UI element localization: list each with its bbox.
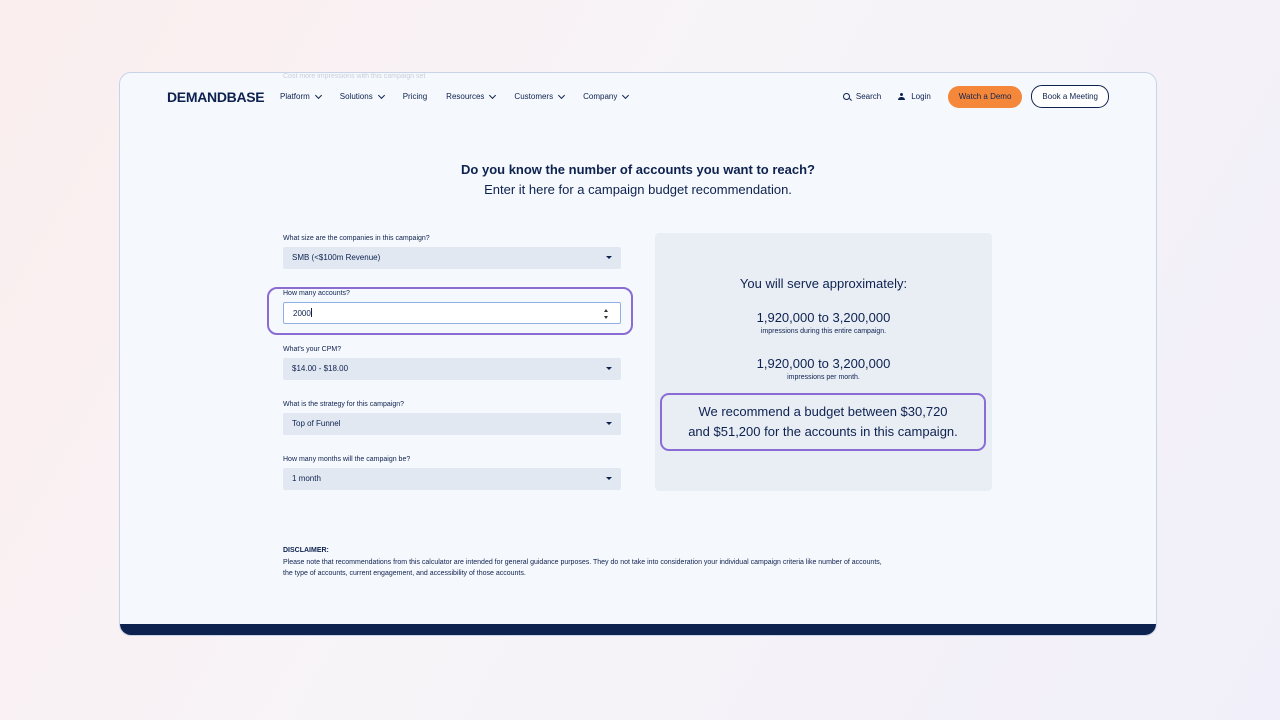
cpm-label: What's your CPM? xyxy=(283,346,342,353)
company-size-field xyxy=(283,235,621,269)
page-subtitle: Enter it here for a campaign budget recommendation. xyxy=(484,182,792,197)
company-size-label: What size are the companies in this campaign? xyxy=(283,235,430,242)
nav-pricing-label: Pricing xyxy=(402,92,428,101)
browser-frame xyxy=(119,72,1157,636)
chevron-down-icon xyxy=(315,91,322,98)
nav-customers[interactable] xyxy=(514,92,564,101)
disclaimer-line-1: Please note that recommendations from this calculator are intended for general guidance purposes. They do not take into consideration your individual campaign criteria like number of accounts, xyxy=(283,558,882,566)
strategy-value: Top of Funnel xyxy=(292,419,341,428)
nav-resources[interactable] xyxy=(446,92,495,101)
login-link[interactable] xyxy=(898,92,931,101)
cpm-value: $14.00 - $18.00 xyxy=(292,364,349,373)
logo[interactable]: DEMANDBASE xyxy=(167,89,265,105)
caret-down-icon xyxy=(606,422,612,425)
strategy-select[interactable] xyxy=(283,413,621,435)
search-link[interactable] xyxy=(843,92,881,101)
disclaimer-title: DISCLAIMER: xyxy=(283,547,329,554)
cpm-select[interactable] xyxy=(283,358,621,380)
watch-demo-button[interactable]: Watch a Demo xyxy=(948,86,1023,108)
results-title: You will serve approximately: xyxy=(739,276,908,291)
results-panel xyxy=(655,233,992,491)
disclaimer xyxy=(283,545,993,580)
nav-pricing[interactable] xyxy=(403,92,427,101)
ghost-text: Cost more impressions with this campaign set xyxy=(283,73,426,80)
nav-customers-label: Customers xyxy=(514,92,554,101)
caret-down-icon xyxy=(606,256,612,259)
company-size-select[interactable] xyxy=(283,247,621,269)
budget-recommendation xyxy=(660,393,986,451)
total-impressions-block xyxy=(655,310,992,337)
months-select[interactable] xyxy=(283,468,621,490)
months-field xyxy=(283,456,621,490)
chevron-down-icon xyxy=(558,91,565,98)
nav-company-label: Company xyxy=(583,92,618,101)
strategy-field xyxy=(283,401,621,435)
page-title: Do you know the number of accounts you want to reach? xyxy=(461,162,815,177)
nav-right xyxy=(843,85,1109,108)
months-value: 1 month xyxy=(292,474,321,483)
monthly-impressions-value: 1,920,000 to 3,200,000 xyxy=(756,356,891,371)
monthly-impressions-block xyxy=(655,356,992,383)
search-icon xyxy=(843,93,850,100)
nav-platform[interactable] xyxy=(280,92,321,101)
accounts-highlight-outline xyxy=(267,287,633,335)
book-meeting-button[interactable]: Book a Meeting xyxy=(1031,85,1109,108)
monthly-impressions-caption: impressions per month. xyxy=(787,374,860,381)
accounts-label: How many accounts? xyxy=(283,290,350,297)
search-label: Search xyxy=(855,92,882,101)
caret-down-icon xyxy=(606,477,612,480)
months-label: How many months will the campaign be? xyxy=(283,456,411,463)
nav-resources-label: Resources xyxy=(446,92,485,101)
footer-bar xyxy=(120,624,1156,635)
total-impressions-caption: impressions during this entire campaign. xyxy=(760,328,887,335)
chevron-down-icon xyxy=(489,91,496,98)
nav-platform-label: Platform xyxy=(280,92,310,101)
nav-solutions[interactable] xyxy=(340,92,384,101)
nav-links xyxy=(280,92,647,101)
company-size-value: SMB (<$100m Revenue) xyxy=(292,253,381,262)
accounts-value: 2000 xyxy=(293,309,311,318)
user-icon xyxy=(898,93,905,101)
recommendation-line-2: and $51,200 for the accounts in this campaign. xyxy=(688,424,958,439)
login-label: Login xyxy=(911,92,931,101)
calculator-heading xyxy=(120,160,1156,200)
total-impressions-value: 1,920,000 to 3,200,000 xyxy=(756,310,891,325)
caret-down-icon xyxy=(606,367,612,370)
cpm-field xyxy=(283,346,621,380)
disclaimer-line-2: the type of accounts, current engagement, and accessibility of those accounts. xyxy=(283,570,526,577)
top-nav xyxy=(120,73,1156,121)
chevron-down-icon xyxy=(622,91,629,98)
strategy-label: What is the strategy for this campaign? xyxy=(283,401,404,408)
nav-company[interactable] xyxy=(583,92,628,101)
recommendation-line-1: We recommend a budget between $30,720 xyxy=(698,404,948,419)
nav-solutions-label: Solutions xyxy=(339,92,373,101)
chevron-down-icon xyxy=(378,91,385,98)
